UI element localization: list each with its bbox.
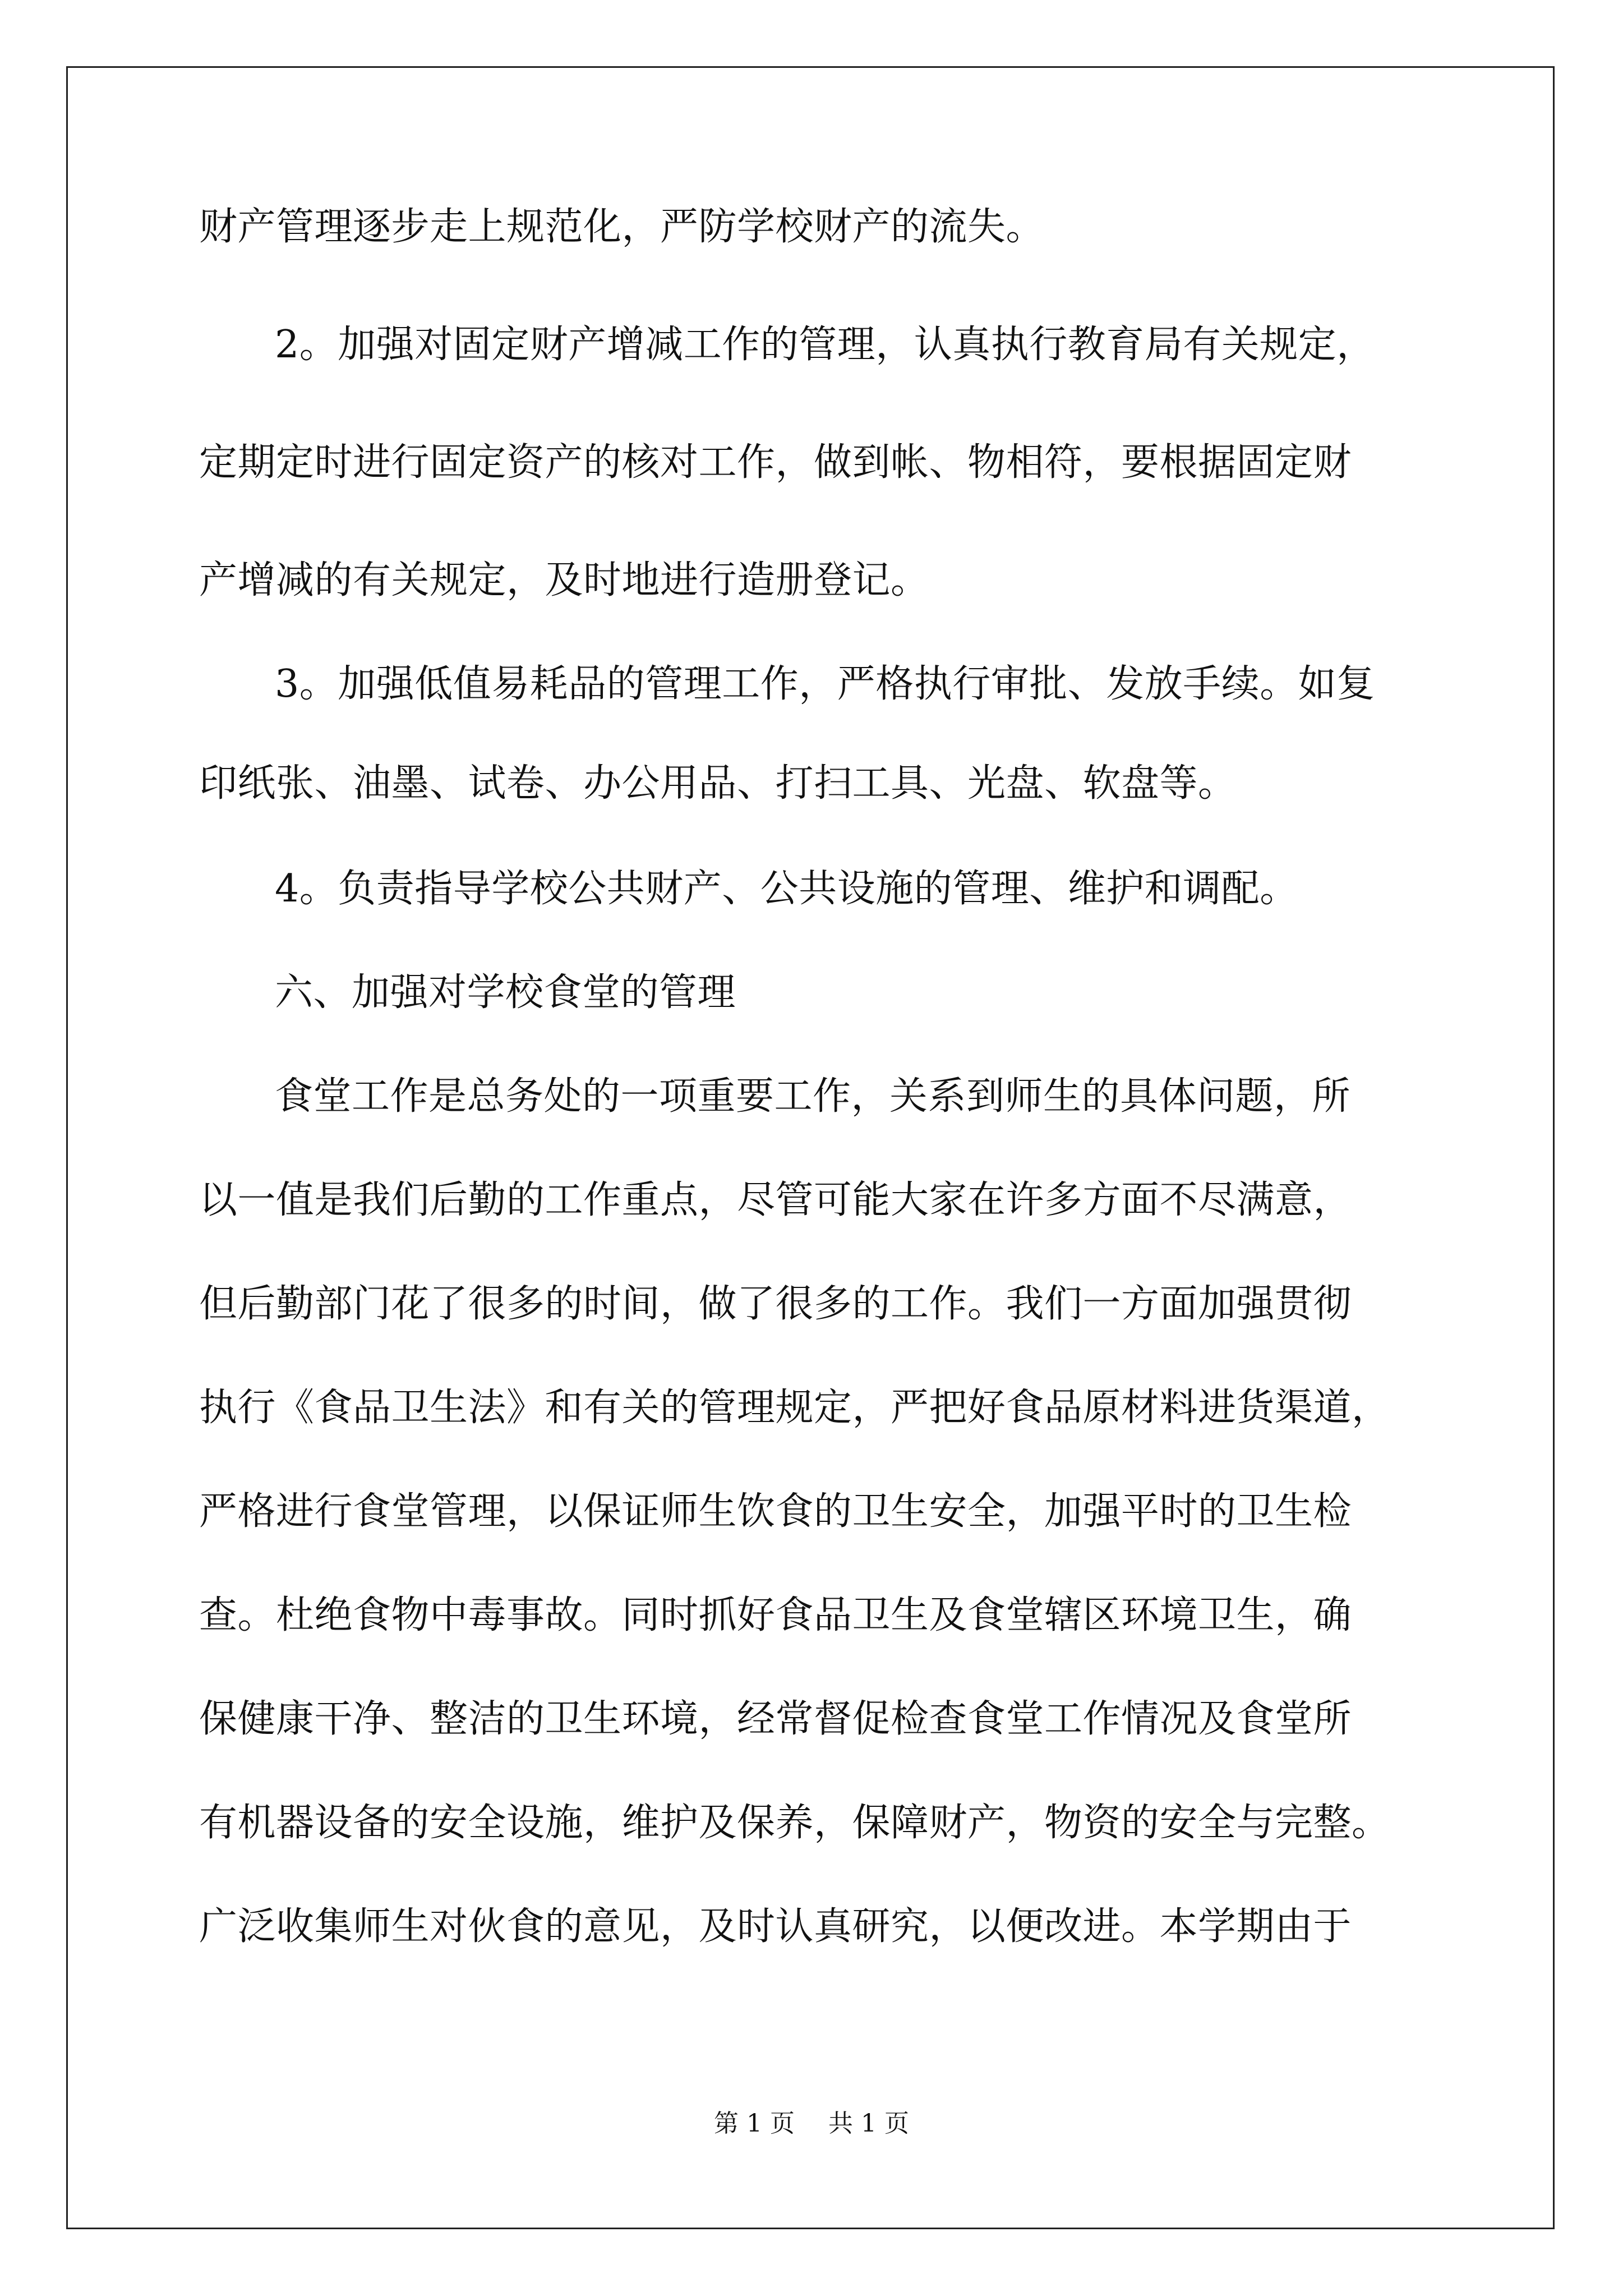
text-line: 3。加强低值易耗品的管理工作，严格执行审批、发放手续。如复: [275, 662, 1375, 706]
text-line: 产增减的有关规定，及时地进行造册登记。: [199, 558, 929, 602]
text-line: 有机器设备的安全设施，维护及保养，保障财产，物资的安全与完整。: [199, 1801, 1390, 1845]
section-heading: 六、加强对学校食堂的管理: [275, 970, 736, 1015]
text-line: 查。杜绝食物中毒事故。同时抓好食品卫生及食堂辖区环境卫生，确: [199, 1593, 1352, 1637]
text-line: 保健康干净、整洁的卫生环境，经常督促检查食堂工作情况及食堂所: [199, 1697, 1352, 1741]
text-line: 执行《食品卫生法》和有关的管理规定，严把好食品原材料进货渠道，: [199, 1386, 1390, 1430]
text-line: 印纸张、油墨、试卷、办公用品、打扫工具、光盘、软盘等。: [199, 761, 1237, 806]
page-footer: [0, 2107, 1623, 2141]
text-line: 严格进行食堂管理，以保证师生饮食的卫生安全，加强平时的卫生检: [199, 1489, 1352, 1534]
text-line: 但后勤部门花了很多的时间，做了很多的工作。我们一方面加强贯彻: [199, 1282, 1352, 1326]
text-line: 2。加强对固定财产增减工作的管理，认真执行教育局有关规定，: [275, 323, 1375, 367]
text-line: 以一值是我们后勤的工作重点，尽管可能大家在许多方面不尽满意，: [199, 1178, 1352, 1222]
text-line: 财产管理逐步走上规范化，严防学校财产的流失。: [199, 205, 1045, 249]
text-line: 定期定时进行固定资产的核对工作，做到帐、物相符，要根据固定财: [199, 440, 1352, 485]
text-line: 食堂工作是总务处的一项重要工作，关系到师生的具体问题，所: [275, 1074, 1351, 1119]
text-line: 广泛收集师生对伙食的意见，及时认真研究，以便改进。本学期由于: [199, 1904, 1352, 1949]
text-line: 4。负责指导学校公共财产、公共设施的管理、维护和调配。: [275, 867, 1298, 911]
page-number: 第 1 页: [714, 2109, 795, 2138]
page-total: 共 1 页: [828, 2109, 909, 2138]
